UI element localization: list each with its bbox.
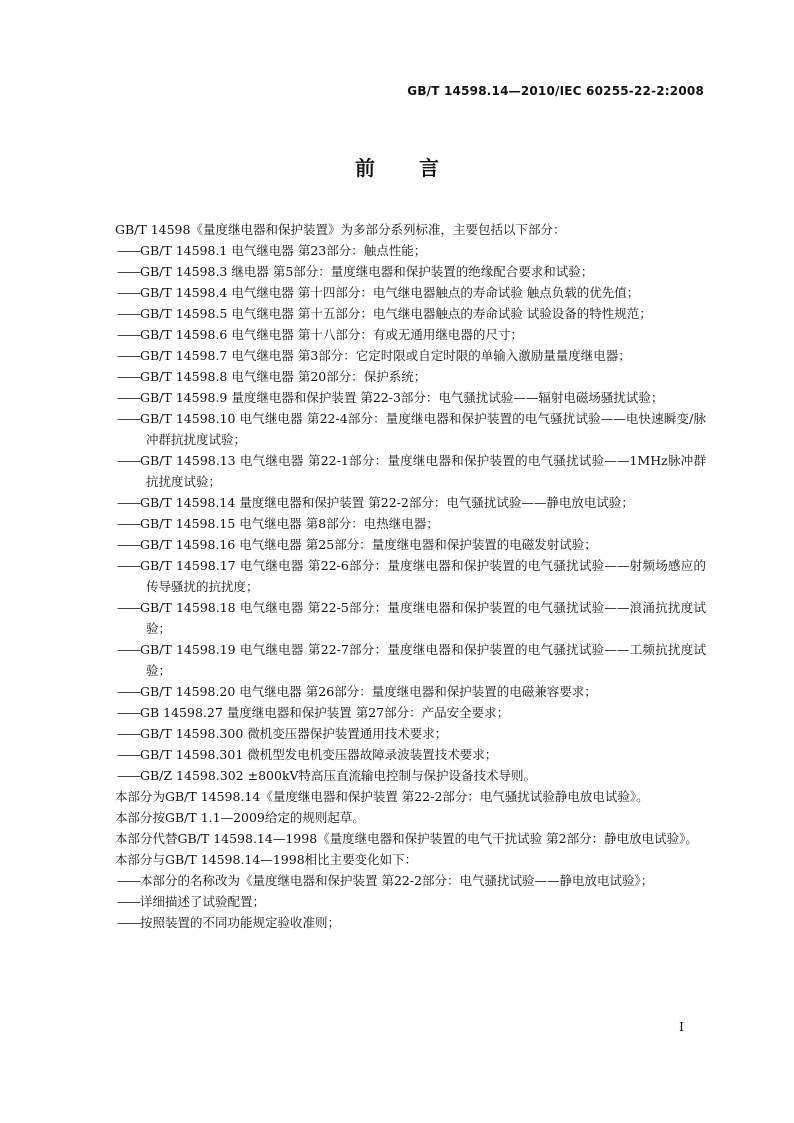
parts-list	[90, 240, 706, 786]
change-item: ——按照装置的不同功能规定验收准则；	[117, 915, 341, 930]
dash-marker: ——	[117, 915, 140, 930]
dash-marker: ——	[117, 768, 140, 783]
list-item: ——GB/T 14598.17 电气继电器 第22-6部分：量度继电器和保护装置的电气骚扰试验——射频场感应的传导骚扰的抗扰度；	[117, 558, 706, 594]
dash-marker: ——	[117, 306, 140, 321]
list-item: ——GB/T 14598.18 电气继电器 第22-5部分：量度继电器和保护装置的电气骚扰试验——浪涌抗扰度试验；	[117, 600, 706, 636]
intro-paragraph: GB/T 14598《量度继电器和保护装置》为多部分系列标准，主要包括以下部分：	[115, 222, 566, 237]
list-item: ——GB/T 14598.20 电气继电器 第26部分：量度继电器和保护装置的电磁兼容要求；	[117, 684, 597, 699]
replacement-paragraph: 本部分代替GB/T 14598.14—1998《量度继电器和保护装置的电气干扰试验 第2部分：静电放电试验》。	[115, 831, 698, 846]
changes-intro-paragraph: 本部分与GB/T 14598.14—1998相比主要变化如下：	[115, 852, 418, 867]
dash-marker: ——	[117, 747, 140, 762]
list-item: ——GB/T 14598.7 电气继电器 第3部分：它定时限或自定时限的单输入激励量量度继电器；	[117, 348, 631, 363]
dash-marker: ——	[117, 411, 140, 426]
dash-marker: ——	[117, 495, 140, 510]
dash-marker: ——	[117, 894, 140, 909]
dash-marker: ——	[117, 873, 140, 888]
list-item: ——GB/T 14598.19 电气继电器 第22-7部分：量度继电器和保护装置的电气骚扰试验——工频抗扰度试验；	[117, 642, 706, 678]
scope-paragraph: 本部分为GB/T 14598.14《量度继电器和保护装置 第22-2部分：电气骚扰试验静电放电试验》。	[115, 789, 649, 804]
dash-marker: ——	[117, 516, 140, 531]
list-item: ——GB/T 14598.3 继电器 第5部分：量度继电器和保护装置的绝缘配合要求和试验；	[117, 264, 594, 279]
list-item: ——GB/T 14598.5 电气继电器 第十五部分：电气继电器触点的寿命试验 试验设备的特性规范；	[117, 306, 652, 321]
list-item: ——GB/Z 14598.302 ±800kV特高压直流输电控制与保护设备技术导则。	[117, 768, 537, 783]
dash-marker: ——	[117, 285, 140, 300]
dash-marker: ——	[117, 327, 140, 342]
dash-marker: ——	[117, 705, 140, 720]
list-item: ——GB/T 14598.14 量度继电器和保护装置 第22-2部分：电气骚扰试验——静电放电试验；	[117, 495, 634, 510]
list-item: ——GB/T 14598.15 电气继电器 第8部分：电热继电器；	[117, 516, 439, 531]
dash-marker: ——	[117, 348, 140, 363]
dash-marker: ——	[117, 600, 140, 615]
list-item: ——GB/T 14598.1 电气继电器 第23部分：触点性能；	[117, 243, 427, 258]
dash-marker: ——	[117, 243, 140, 258]
change-item: ——本部分的名称改为《量度继电器和保护装置 第22-2部分：电气骚扰试验——静电放电试验》；	[117, 873, 654, 888]
dash-marker: ——	[117, 390, 140, 405]
list-item: ——GB/T 14598.16 电气继电器 第25部分：量度继电器和保护装置的电磁发射试验；	[117, 537, 597, 552]
list-item: ——GB/T 14598.6 电气继电器 第十八部分：有或无通用继电器的尺寸；	[117, 327, 523, 342]
standard-code-header: GB/T 14598.14—2010/IEC 60255-22-2:2008	[407, 84, 704, 98]
dash-marker: ——	[117, 642, 140, 657]
dash-marker: ——	[117, 369, 140, 384]
list-item: ——GB/T 14598.8 电气继电器 第20部分：保护系统；	[117, 369, 427, 384]
list-item: ——GB/T 14598.9 量度继电器和保护装置 第22-3部分：电气骚扰试验——辐射电磁场骚扰试验；	[117, 390, 664, 405]
list-item: ——GB/T 14598.300 微机变压器保护装置通用技术要求；	[117, 726, 448, 741]
list-item: ——GB/T 14598.13 电气继电器 第22-1部分：量度继电器和保护装置的电气骚扰试验——1MHz脉冲群抗扰度试验；	[117, 453, 706, 489]
dash-marker: ——	[117, 537, 140, 552]
list-item: ——GB/T 14598.10 电气继电器 第22-4部分：量度继电器和保护装置的电气骚扰试验——电快速瞬变/脉冲群抗扰度试验；	[117, 411, 706, 447]
list-item: ——GB 14598.27 量度继电器和保护装置 第27部分：产品安全要求；	[117, 705, 510, 720]
page-title: 前言	[355, 156, 483, 180]
dash-marker: ——	[117, 684, 140, 699]
dash-marker: ——	[117, 558, 140, 573]
change-item: ——详细描述了试验配置；	[117, 894, 266, 909]
changes-list	[90, 870, 706, 933]
list-item: ——GB/T 14598.301 微机型发电机变压器故障录波装置技术要求；	[117, 747, 498, 762]
dash-marker: ——	[117, 264, 140, 279]
drafting-rules-paragraph: 本部分按GB/T 1.1—2009给定的规则起草。	[115, 810, 365, 825]
dash-marker: ——	[117, 726, 140, 741]
page-number: I	[679, 1019, 684, 1034]
list-item: ——GB/T 14598.4 电气继电器 第十四部分：电气继电器触点的寿命试验 触点负载的优先值；	[117, 285, 640, 300]
preface-body	[90, 219, 706, 933]
dash-marker: ——	[117, 453, 140, 468]
